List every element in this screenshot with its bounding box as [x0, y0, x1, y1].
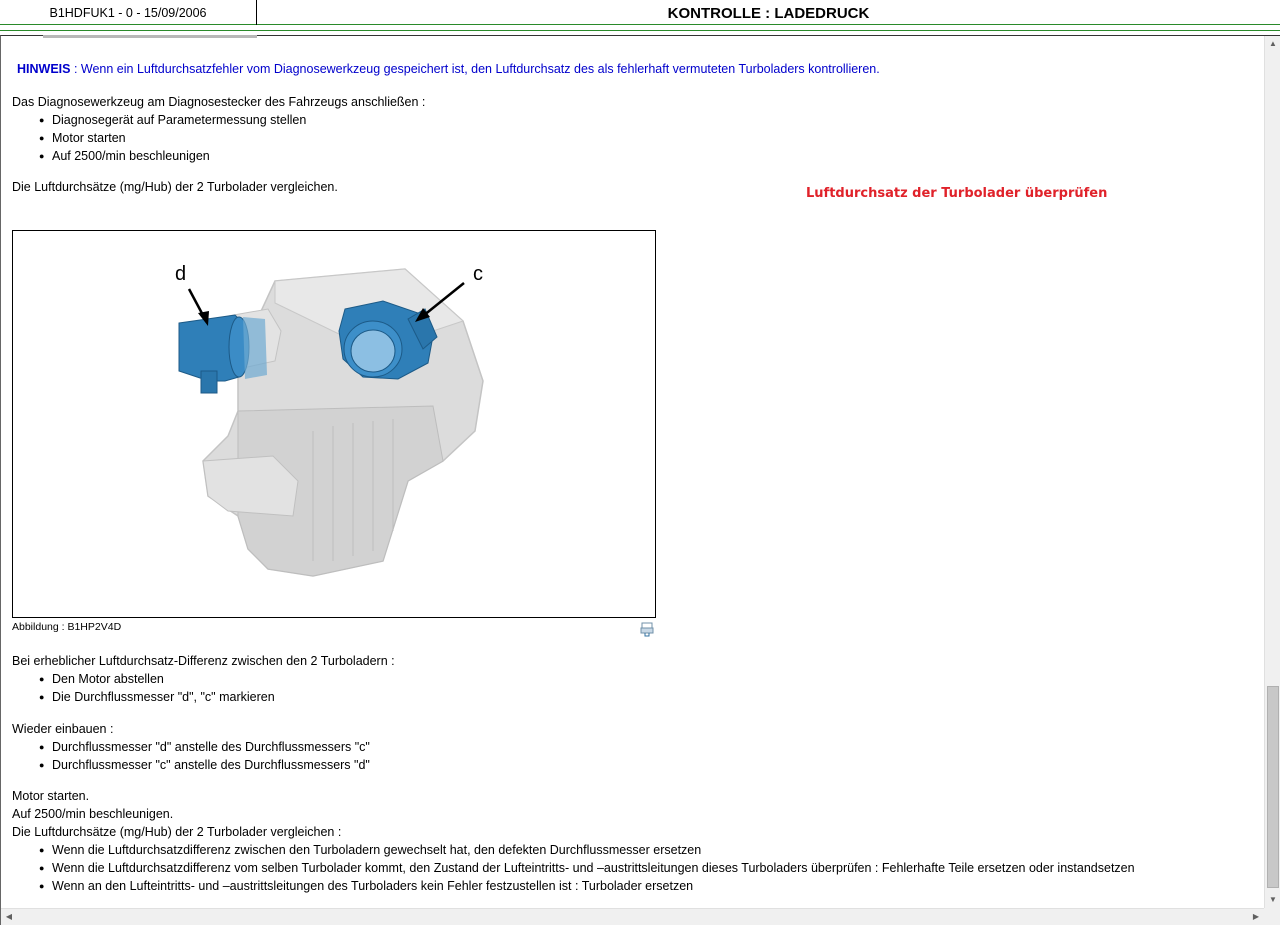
horizontal-scrollbar[interactable] — [1, 908, 1264, 925]
document-header — [0, 0, 1280, 25]
page-title: KONTROLLE : LADEDRUCK — [667, 5, 870, 22]
list-item: ● Wenn die Luftdurchsatzdifferenz zwischen den Turboladern gewechselt hat, den defekten Durchflussmesser ersetzen — [12, 843, 701, 858]
callout-label-d: d — [175, 263, 187, 285]
section4-line2: Auf 2500/min beschleunigen. — [12, 807, 174, 821]
air-filter-illustration — [13, 231, 656, 618]
tab-indicator — [43, 35, 257, 38]
scroll-right-icon[interactable]: ▶ — [1252, 912, 1260, 921]
vertical-scrollbar[interactable] — [1264, 36, 1280, 908]
scroll-up-icon[interactable]: ▲ — [1269, 39, 1277, 48]
section3-intro: Wieder einbauen : — [12, 722, 114, 736]
scroll-down-icon[interactable]: ▼ — [1269, 895, 1277, 904]
scroll-left-icon[interactable]: ◀ — [5, 912, 13, 921]
list-item: ● Motor starten — [12, 131, 126, 146]
section1-compare: Die Luftdurchsätze (mg/Hub) der 2 Turbolader vergleichen. — [12, 180, 338, 194]
section4-line3: Die Luftdurchsätze (mg/Hub) der 2 Turbolader vergleichen : — [12, 825, 342, 839]
section1-intro: Das Diagnosewerkzeug am Diagnosestecker des Fahrzeugs anschließen : — [12, 95, 426, 109]
note-paragraph — [17, 62, 880, 77]
list-item: ● Diagnosegerät auf Parametermessung stellen — [12, 113, 306, 128]
header-divider — [0, 30, 1280, 34]
air-filter-figure — [12, 230, 656, 618]
list-item: ● Auf 2500/min beschleunigen — [12, 149, 210, 164]
scrollbar-corner — [1264, 908, 1280, 925]
list-item: ● Wenn an den Lufteintritts- und –austrittsleitungen des Turboladers kein Fehler festzustellen ist : Turbolader ersetzen — [12, 879, 693, 894]
list-item: ● Die Durchflussmesser "d", "c" markieren — [12, 690, 275, 705]
list-item: ● Durchflussmesser "c" anstelle des Durchflussmessers "d" — [12, 758, 370, 773]
document-reference: B1HDFUK1 - 0 - 15/09/2006 — [0, 0, 257, 25]
section2-intro: Bei erheblicher Luftdurchsatz-Differenz zwischen den 2 Turboladern : — [12, 654, 395, 668]
print-icon[interactable] — [640, 621, 654, 637]
note-text: : Wenn ein Luftdurchsatzfehler vom Diagnosewerkzeug gespeichert ist, den Luftdurchsatz des als fehlerhaft vermuteten Turboladers kontrollieren. — [70, 62, 880, 76]
callout-label-c: c — [473, 263, 483, 285]
figure-caption: Abbildung : B1HP2V4D — [12, 621, 122, 633]
note-label: HINWEIS — [17, 62, 71, 76]
scrollbar-thumb[interactable] — [1267, 686, 1279, 888]
list-item: ● Durchflussmesser "d" anstelle des Durchflussmessers "c" — [12, 740, 370, 755]
section4-line1: Motor starten. — [12, 789, 90, 803]
list-item: ● Den Motor abstellen — [12, 672, 164, 687]
list-item: ● Wenn die Luftdurchsatzdifferenz vom selben Turbolader kommt, den Zustand der Lufteintritts- und –austrittsleitungen dieses Turboladers überprüfen : Fehlerhafte Teile ersetzen oder instandsetzen — [12, 861, 1135, 876]
side-title: Luftdurchsatz der Turbolader überprüfen — [806, 186, 1108, 201]
